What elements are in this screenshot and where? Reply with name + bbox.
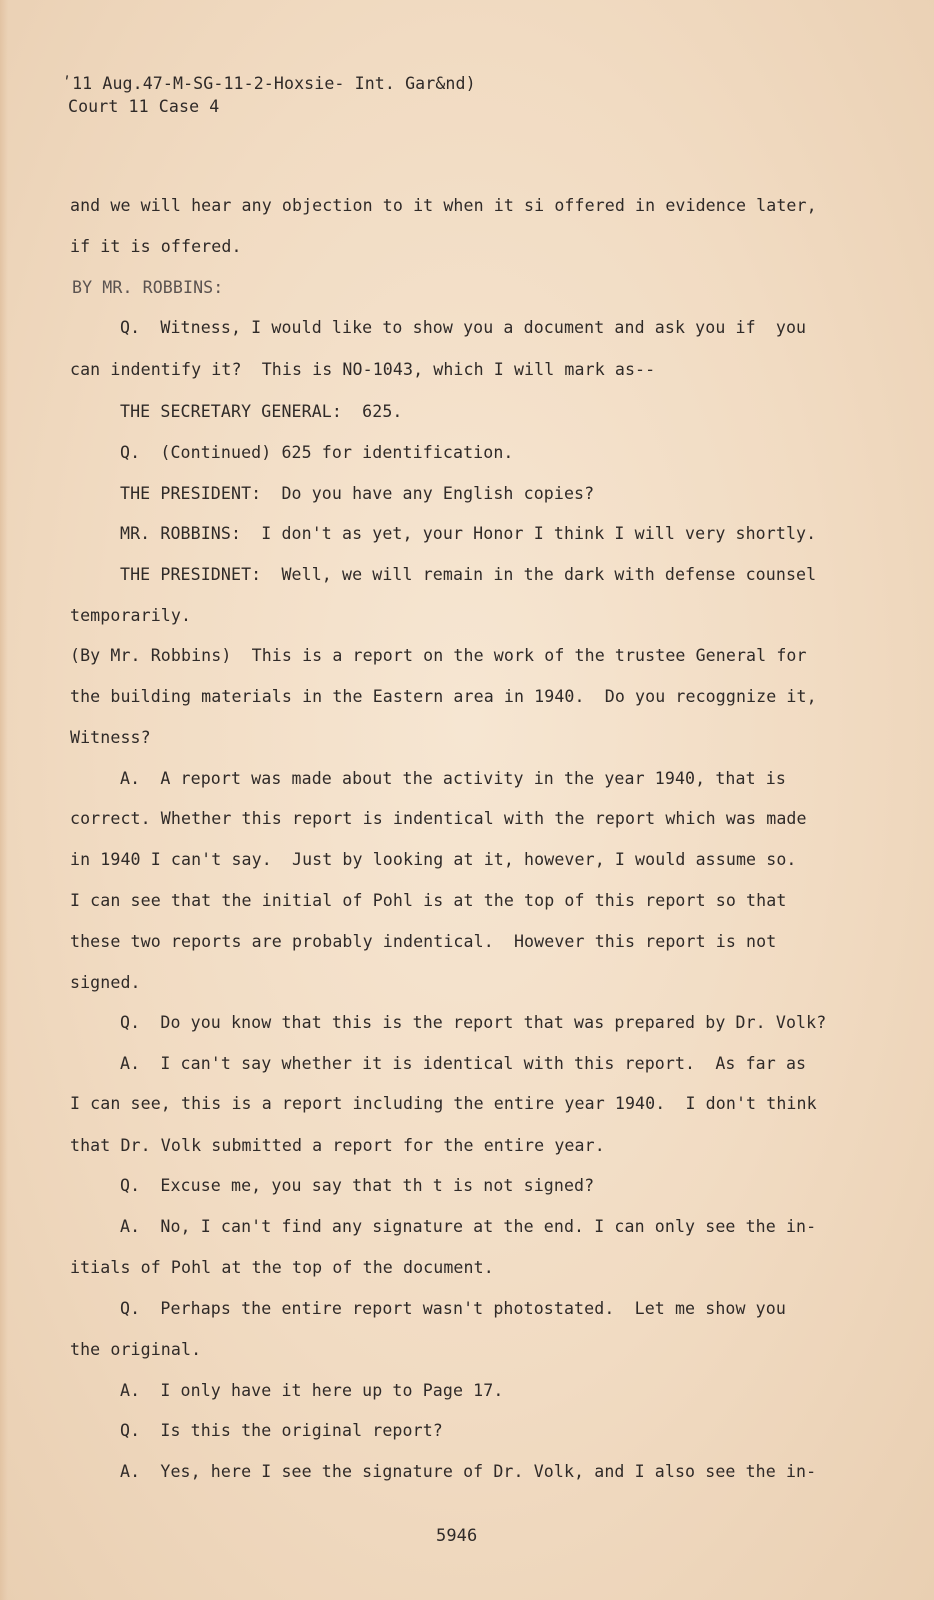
body-line: in 1940 I can't say. Just by looking at it, however, I would assume so.	[70, 850, 797, 869]
header-line-1: ʹ11 Aug.47-M-SG-11-2-Hoxsie- Int. Gar&nd)	[62, 74, 476, 93]
body-line: MR. ROBBINS: I don't as yet, your Honor I think I will very shortly.	[120, 524, 817, 543]
body-line: Q. Excuse me, you say that th t is not signed?	[120, 1176, 595, 1195]
body-line: BY MR. ROBBINS:	[72, 278, 224, 297]
body-line: can indentify it? This is NO-1043, which I will mark as--	[70, 360, 656, 379]
body-line: Q. Is this the original report?	[120, 1421, 443, 1440]
body-line: temporarily.	[70, 606, 192, 625]
header-line-2: Court 11 Case 4	[68, 97, 220, 116]
body-line: THE PRESIDNET: Well, we will remain in the dark with defense counsel	[120, 565, 817, 584]
body-line: the original.	[70, 1340, 202, 1359]
body-line: and we will hear any objection to it when it si offered in evidence later,	[70, 196, 817, 215]
body-line: these two reports are probably indentical. However this report is not	[70, 932, 777, 951]
body-line: Witness?	[70, 728, 151, 747]
body-line: (By Mr. Robbins) This is a report on the work of the trustee General for	[70, 646, 807, 665]
body-line: THE SECRETARY GENERAL: 625.	[120, 402, 403, 421]
body-line: A. I can't say whether it is identical with this report. As far as	[120, 1054, 807, 1073]
body-line: THE PRESIDENT: Do you have any English copies?	[120, 484, 595, 503]
body-line: Q. Witness, I would like to show you a document and ask you if you	[120, 318, 807, 337]
body-line: A. I only have it here up to Page 17.	[120, 1381, 504, 1400]
body-line: that Dr. Volk submitted a report for the entire year.	[70, 1136, 605, 1155]
body-line: A. No, I can't find any signature at the end. I can only see the in-	[120, 1217, 817, 1236]
body-line: Q. (Continued) 625 for identification.	[120, 443, 514, 462]
body-line: Q. Perhaps the entire report wasn't photostated. Let me show you	[120, 1299, 786, 1318]
body-line: I can see that the initial of Pohl is at the top of this report so that	[70, 891, 787, 910]
body-line: if it is offered.	[70, 237, 242, 256]
body-line: A. Yes, here I see the signature of Dr. Volk, and I also see the in-	[120, 1462, 817, 1481]
body-line: I can see, this is a report including the entire year 1940. I don't think	[70, 1094, 817, 1113]
body-line: itials of Pohl at the top of the document.	[70, 1258, 494, 1277]
body-line: signed.	[70, 973, 141, 992]
body-line: A. A report was made about the activity in the year 1940, that is	[120, 769, 786, 788]
page-number: 5946	[436, 1526, 478, 1546]
body-line: the building materials in the Eastern area in 1940. Do you recoggnize it,	[70, 687, 817, 706]
body-line: correct. Whether this report is indentical with the report which was made	[70, 809, 807, 828]
body-line: Q. Do you know that this is the report that was prepared by Dr. Volk?	[120, 1013, 827, 1032]
